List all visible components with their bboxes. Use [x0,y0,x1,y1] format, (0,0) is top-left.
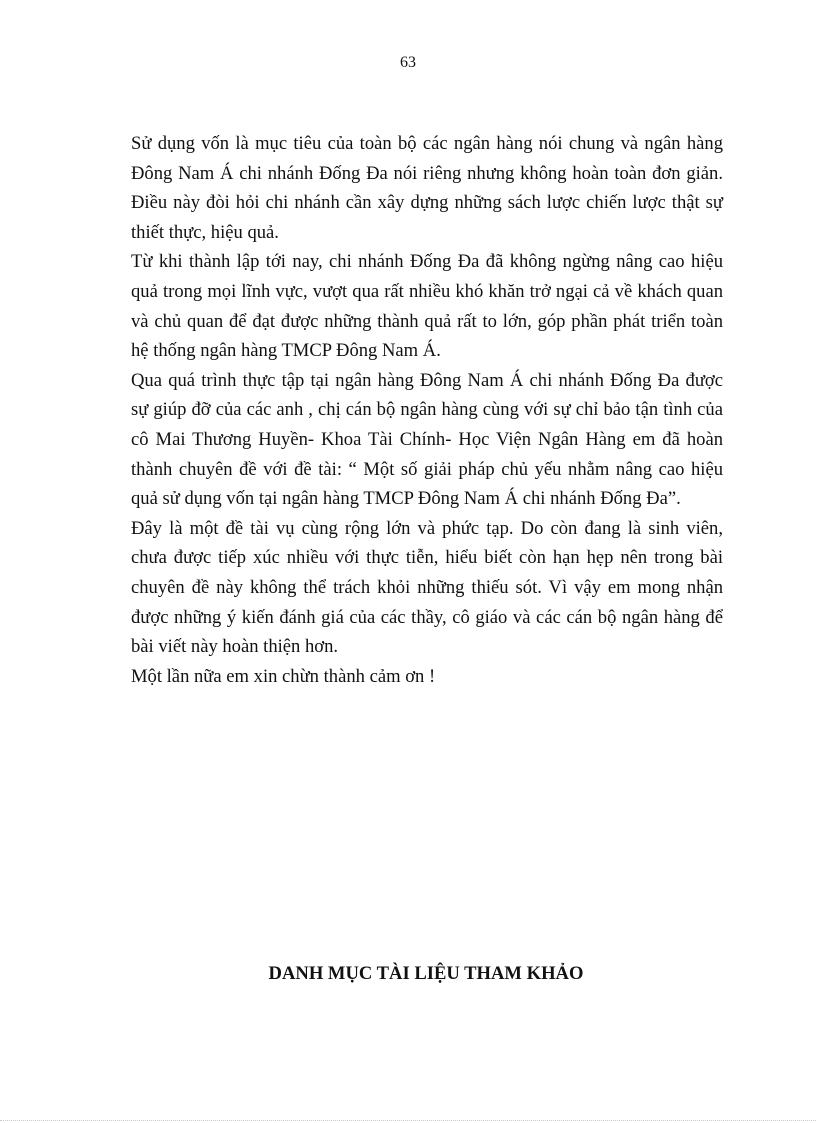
text-line: bài viết này hoàn thiện hơn. [131,636,339,658]
text-line: chuyên đề này không thể trách khỏi những thiếu sót. Vì vậy em mong nhận [131,576,723,598]
text-line: thiết thực, hiệu quả. [131,221,279,243]
page-bottom-rule [0,1120,816,1121]
text-line: thành chuyên đề với đề tài: “ Một số giải pháp chủ yếu nhằm nâng cao hiệu [131,458,723,480]
text-line: sự giúp đỡ của các anh , chị cán bộ ngân hàng cùng với sự chỉ bảo tận tình của [131,399,723,421]
text-line: Đông Nam Á chi nhánh Đống Đa nói riêng nhưng không hoàn toàn đơn giản. [131,162,723,184]
text-line: được những ý kiến đánh giá của các thầy, cô giáo và các cán bộ ngân hàng để [131,606,723,628]
text-line: cô Mai Thương Huyền- Khoa Tài Chính- Học Viện Ngân Hàng em đã hoàn [131,428,723,450]
paragraph-capital-use [131,129,723,247]
paragraph-internship [131,366,723,514]
text-line: Từ khi thành lập tới nay, chi nhánh Đống Đa đã không ngừng nâng cao hiệu [131,251,723,273]
references-heading: DANH MỤC TÀI LIỆU THAM KHẢO [268,963,584,984]
text-line: và chủ quan để đạt được những thành quả rất to lớn, góp phần phát triển toàn [131,310,723,332]
text-line: hệ thống ngân hàng TMCP Đông Nam Á. [131,340,441,362]
text-line: Sử dụng vốn là mục tiêu của toàn bộ các ngân hàng nói chung và ngân hàng [131,133,723,154]
body-text [131,129,723,691]
text-line: quả sử dụng vốn tại ngân hàng TMCP Đông Nam Á chi nhánh Đống Đa”. [131,488,681,510]
text-line: Một lần nữa em xin chừn thành cảm ơn ! [131,665,436,687]
paragraph-branch-history [131,247,723,365]
text-line: chưa được tiếp xúc nhiều với thực tiễn, hiểu biết còn hạn hẹp nên trong bài [131,547,723,569]
paragraph-limitations [131,514,723,662]
page-number: 63 [400,54,416,71]
text-line: Điều này đòi hỏi chi nhánh cần xây dựng những sách lược chiến lược thật sự [131,192,723,214]
paragraph-thanks [131,662,723,692]
text-line: Qua quá trình thực tập tại ngân hàng Đông Nam Á chi nhánh Đống Đa được [131,369,723,391]
text-line: Đây là một đề tài vụ cùng rộng lớn và phức tạp. Do còn đang là sinh viên, [131,517,723,539]
text-line: quả trong mọi lĩnh vực, vượt qua rất nhiều khó khăn trở ngại cả về khách quan [131,280,723,302]
